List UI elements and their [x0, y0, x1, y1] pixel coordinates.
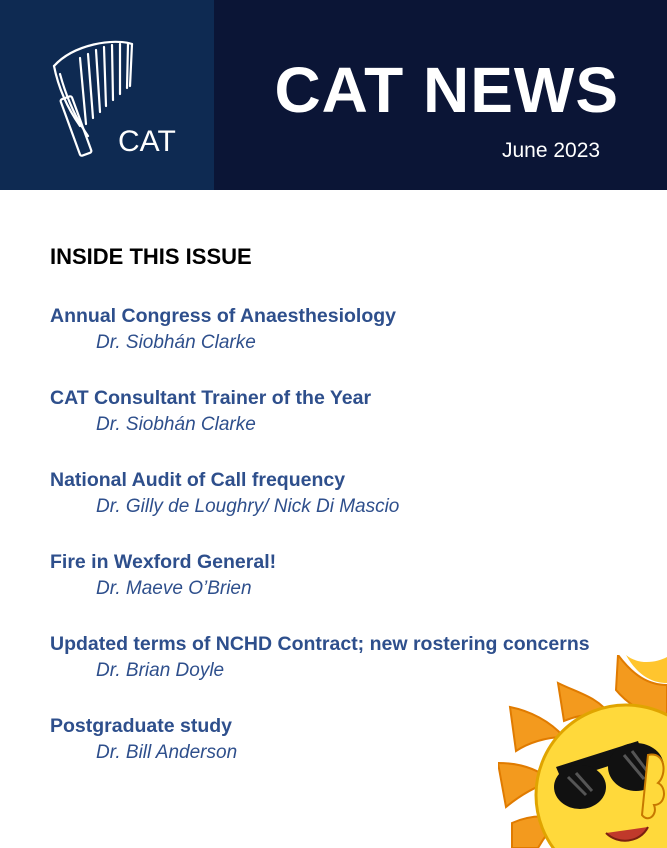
toc-author: Dr. Bill Anderson	[96, 742, 238, 763]
toc-item	[50, 466, 640, 548]
toc-title[interactable]: Annual Congress of Anaesthesiology	[50, 305, 396, 327]
toc-author: Dr. Gilly de Loughry/ Nick Di Mascio	[96, 496, 400, 517]
toc-title[interactable]: National Audit of Call frequency	[50, 469, 346, 491]
issue-date: June 2023	[502, 139, 601, 162]
section-heading: INSIDE THIS ISSUE	[50, 244, 252, 269]
toc-item	[50, 548, 640, 630]
toc-title[interactable]: Fire in Wexford General!	[50, 551, 277, 573]
toc-title[interactable]: Postgraduate study	[50, 715, 233, 737]
header-banner	[0, 0, 667, 190]
toc-title[interactable]: CAT Consultant Trainer of the Year	[50, 387, 372, 409]
newsletter-title: CAT NEWS	[274, 54, 619, 126]
toc-title[interactable]: Updated terms of NCHD Contract; new rostering concerns	[50, 633, 590, 655]
sun-sunglasses-icon	[498, 655, 667, 848]
cat-logo	[0, 0, 214, 190]
toc-item	[50, 302, 640, 384]
toc-author: Dr. Maeve O’Brien	[96, 578, 252, 599]
toc-author: Dr. Siobhán Clarke	[96, 332, 256, 353]
toc-author: Dr. Brian Doyle	[96, 660, 225, 681]
toc-item	[50, 384, 640, 466]
toc-author: Dr. Siobhán Clarke	[96, 414, 256, 435]
table-of-contents	[50, 244, 640, 763]
logo-text: CAT	[118, 125, 176, 158]
